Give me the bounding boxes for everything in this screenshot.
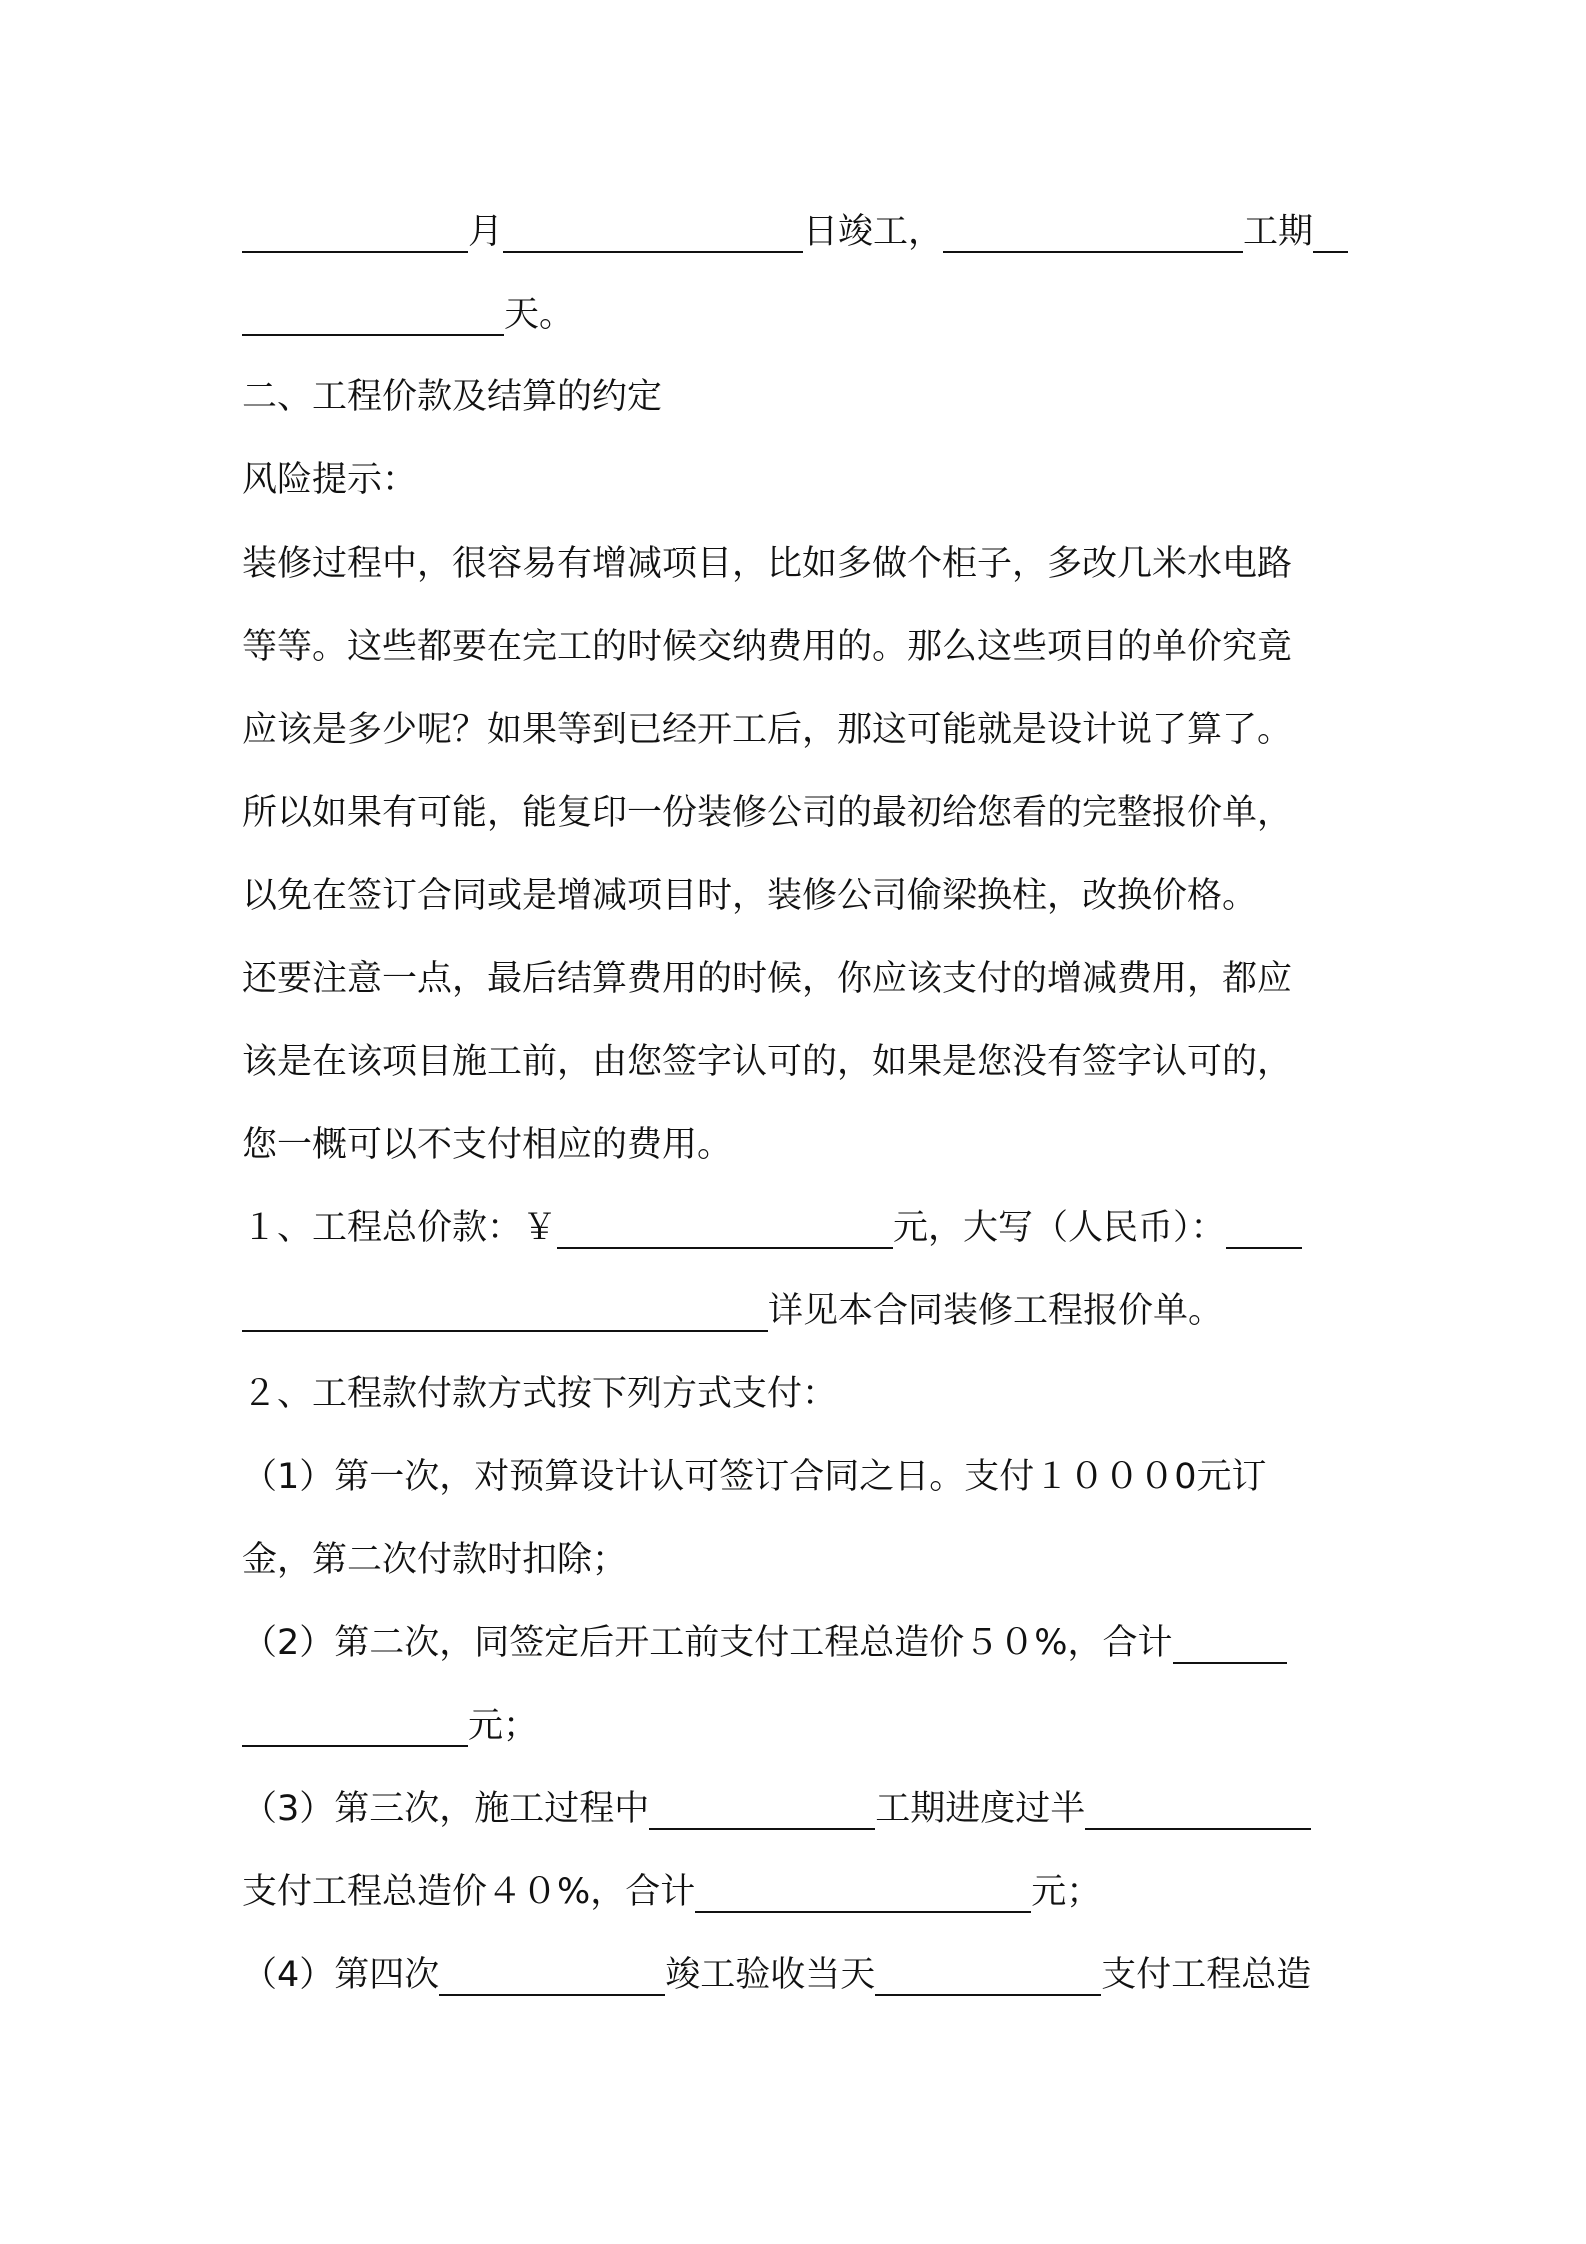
risk-text-2: 等等。这些都要在完工的时候交纳费用的。那么这些项目的单价究竟: [242, 627, 1293, 667]
risk-text-4: 所以如果有可能，能复印一份装修公司的最初给您看的完整报价单，: [242, 793, 1293, 833]
total-price-label: １、工程总价款：￥: [242, 1208, 558, 1248]
paragraph-line: [242, 786, 1358, 840]
total-price-detail-line: [242, 1284, 1358, 1338]
period-days-line: [242, 288, 1358, 342]
total-price-line: [242, 1201, 1358, 1255]
payment-second-unit: 元；: [468, 1706, 539, 1746]
period-days-blank[interactable]: [242, 294, 504, 336]
period-days-blank-start[interactable]: [1313, 211, 1348, 253]
total-price-uppercase-blank-start[interactable]: [1226, 1207, 1302, 1249]
risk-text-6: 还要注意一点，最后结算费用的时候，你应该支付的增减费用，都应: [242, 959, 1293, 999]
paragraph-line: [242, 952, 1358, 1006]
payment-third-line: [242, 1782, 1358, 1836]
payment-third-progress-label: 工期进度过半: [875, 1789, 1086, 1829]
payment-method-heading: [242, 1367, 1358, 1421]
quotation-reference: 详见本合同装修工程报价单。: [768, 1291, 1224, 1331]
total-price-uppercase-label: 元，大写（人民币）：: [893, 1208, 1226, 1248]
payment-first-line: [242, 1450, 1358, 1504]
paragraph-line: [242, 1035, 1358, 1089]
section-heading: [242, 370, 1358, 424]
payment-fourth-total-text: 支付工程总造: [1101, 1955, 1312, 1995]
month-label: 月: [468, 212, 504, 252]
payment-fourth-text: （4）第四次: [242, 1955, 440, 1995]
risk-text-5: 以免在签订合同或是增减项目时，装修公司偷梁换柱，改换价格。: [242, 876, 1258, 916]
construction-period-line: [242, 205, 1358, 259]
payment-second-amount-blank[interactable]: [242, 1705, 468, 1747]
period-blank[interactable]: [943, 211, 1243, 253]
risk-label: 风险提示：: [242, 460, 418, 500]
total-price-uppercase-blank[interactable]: [242, 1290, 768, 1332]
risk-text-8: 您一概可以不支付相应的费用。: [242, 1125, 733, 1165]
paragraph-line: [242, 703, 1358, 757]
payment-first-text-2: 金，第二次付款时扣除；: [242, 1540, 628, 1580]
payment-third-progress-blank[interactable]: [1085, 1788, 1311, 1830]
payment-third-percent-text: 支付工程总造价４０%，合计: [242, 1872, 696, 1912]
payment-second-text: （2）第二次，同签定后开工前支付工程总造价５０%，合计: [242, 1623, 1173, 1663]
payment-third-text: （3）第三次，施工过程中: [242, 1789, 650, 1829]
risk-text-7: 该是在该项目施工前，由您签字认可的，如果是您没有签字认可的，: [242, 1042, 1293, 1082]
payment-third-unit: 元；: [1031, 1872, 1102, 1912]
completion-day-blank[interactable]: [503, 211, 803, 253]
total-price-amount-blank[interactable]: [557, 1207, 893, 1249]
payment-fourth-acceptance-label: 竣工验收当天: [665, 1955, 876, 1995]
payment-fourth-date-blank[interactable]: [439, 1954, 665, 1996]
payment-third-amount-blank[interactable]: [695, 1871, 1031, 1913]
payment-second-amount-blank-start[interactable]: [1173, 1622, 1287, 1664]
paragraph-line: [242, 537, 1358, 591]
paragraph-line: [242, 1118, 1358, 1172]
payment-third-line-2: [242, 1865, 1358, 1919]
payment-third-date-blank[interactable]: [649, 1788, 875, 1830]
payment-first-text: （1）第一次，对预算设计认可签订合同之日。支付１０００0元订: [242, 1457, 1267, 1497]
paragraph-line: [242, 620, 1358, 674]
payment-fourth-acceptance-blank[interactable]: [875, 1954, 1101, 1996]
risk-heading: [242, 453, 1358, 507]
period-label: 工期: [1243, 212, 1314, 252]
risk-text-1: 装修过程中，很容易有增减项目，比如多做个柜子，多改几米水电路: [242, 544, 1293, 584]
payment-second-line-2: [242, 1699, 1358, 1753]
completion-label: 日竣工，: [803, 212, 944, 252]
paragraph-line: [242, 869, 1358, 923]
section-title: 二、工程价款及结算的约定: [242, 377, 663, 417]
payment-first-line-2: [242, 1533, 1358, 1587]
risk-text-3: 应该是多少呢？如果等到已经开工后，那这可能就是设计说了算了。: [242, 710, 1293, 750]
payment-fourth-line: [242, 1948, 1358, 2002]
payment-method-label: ２、工程款付款方式按下列方式支付：: [242, 1374, 838, 1414]
days-label: 天。: [504, 295, 575, 335]
completion-month-blank[interactable]: [242, 211, 468, 253]
payment-second-line: [242, 1616, 1358, 1670]
